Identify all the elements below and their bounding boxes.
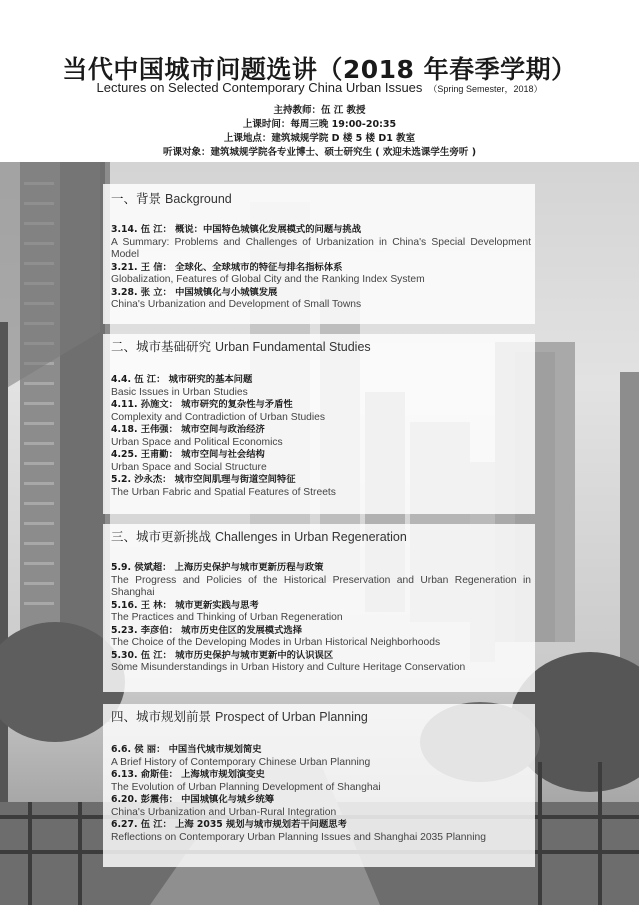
section-heading-en: Prospect of Urban Planning <box>215 710 368 724</box>
section-urban-planning <box>103 704 535 867</box>
lecture-title-cn: 5.2. 沙永杰： 城市空间肌理与街道空间特征 <box>111 474 296 485</box>
lecture-title-cn: 6.6. 侯 丽： 中国当代城市规划简史 <box>111 744 262 755</box>
lecture-title-en: The Evolution of Urban Planning Development of Shanghai <box>111 781 381 793</box>
lecture-item <box>111 600 531 625</box>
lecture-item <box>111 819 531 844</box>
lecture-item <box>111 262 531 287</box>
section-heading-cn: 三、城市更新挑战 <box>111 529 212 544</box>
lecture-title-en: Complexity and Contradiction of Urban Studies <box>111 411 326 423</box>
section-heading <box>103 704 535 726</box>
lecture-title-en: Urban Space and Social Structure <box>111 461 267 473</box>
lecture-item <box>111 769 531 794</box>
section-heading-en: Urban Fundamental Studies <box>215 340 371 354</box>
lecture-title-en: A Brief History of Contemporary Chinese Urban Planning <box>111 756 371 768</box>
lecture-title-cn: 5.16. 王 林： 城市更新实践与思考 <box>111 599 259 611</box>
lecture-title-en: Globalization, Features of Global City and the Ranking Index System <box>111 274 425 285</box>
lecture-title-en: China's Urbanization and Development of Small Towns <box>111 299 362 310</box>
section-heading-cn: 一、背景 <box>111 191 162 206</box>
section-heading-cn: 四、城市规划前景 <box>111 709 212 724</box>
lecture-item <box>111 650 531 675</box>
lecture-title-en: Some Misunderstandings in Urban History and Culture Heritage Conservation <box>111 662 466 673</box>
section-urban-fundamental-studies <box>103 334 535 514</box>
lecture-item <box>111 424 531 449</box>
lecture-title-en: The Choice of the Developing Modes in Urban Historical Neighborhoods <box>111 637 441 648</box>
lecture-title-en: Urban Space and Political Economics <box>111 436 283 448</box>
lecture-title-cn: 3.28. 张 立： 中国城镇化与小城镇发展 <box>111 286 278 298</box>
lecture-title-cn: 4.18. 王伟强： 城市空间与政治经济 <box>111 424 265 435</box>
lecture-title-cn: 6.13. 俞斯佳： 上海城市规划演变史 <box>111 769 265 780</box>
lecture-title-cn: 3.14. 伍 江： 概说：中国特色城镇化发展模式的问题与挑战 <box>111 224 362 235</box>
time-line: 上课时间：每周三晚 19:00-20:35 <box>242 119 397 130</box>
lecture-title-cn: 4.25. 王甫勤： 城市空间与社会结构 <box>111 449 265 460</box>
lecture-title-cn: 5.30. 伍 江： 城市历史保护与城市更新中的认识误区 <box>111 649 334 661</box>
section-heading <box>103 184 535 208</box>
lecture-title-en: China's Urbanization and Urban-Rural Integration <box>111 806 337 818</box>
lecture-title-en: The Urban Fabric and Spatial Features of Streets <box>111 486 336 498</box>
lecture-title-cn: 3.21. 王 信： 全球化、全球城市的特征与排名指标体系 <box>111 261 343 273</box>
poster-title-en-semester: （Spring Semester，2018） <box>428 84 543 94</box>
instructor-line: 主持教师：伍 江 教授 <box>273 105 366 116</box>
lecture-item <box>111 474 531 499</box>
lecture-item <box>111 224 531 262</box>
section-heading <box>103 524 535 546</box>
lecture-title-cn: 4.11. 孙施文： 城市研究的复杂性与矛盾性 <box>111 399 293 410</box>
poster-title-cn: 当代中国城市问题选讲（2018 年春季学期） <box>62 55 577 84</box>
lecture-item <box>111 287 531 312</box>
lecture-title-en: The Practices and Thinking of Urban Regeneration <box>111 612 343 623</box>
lecture-item <box>111 794 531 819</box>
lecture-title-cn: 4.4. 伍 江： 城市研究的基本问题 <box>111 374 253 385</box>
course-info <box>0 104 639 160</box>
lecture-title-en: Basic Issues in Urban Studies <box>111 386 248 398</box>
poster-title-en-main: Lectures on Selected Contemporary China Urban Issues <box>96 80 423 95</box>
location-line: 上课地点：建筑城规学院 D 楼 5 楼 D1 教室 <box>223 133 416 144</box>
section-heading-en: Challenges in Urban Regeneration <box>215 530 407 544</box>
lecture-title-en: The Progress and Policies of the Historical Preservation and Urban Regeneration in Shanghai <box>111 574 531 598</box>
section-heading <box>103 334 535 356</box>
section-urban-regeneration <box>103 524 535 692</box>
audience-line: 听课对象：建筑城规学院各专业博士、硕士研究生 ( 欢迎未选课学生旁听 ) <box>162 147 477 158</box>
lecture-title-cn: 5.9. 侯斌超： 上海历史保护与城市更新历程与政策 <box>111 562 324 573</box>
poster-title-en <box>0 80 639 95</box>
lecture-title-en: Reflections on Contemporary Urban Planning Issues and Shanghai 2035 Planning <box>111 831 486 843</box>
lecture-item <box>111 374 531 399</box>
lecture-title-en: A Summary: Problems and Challenges of Urbanization in China's Special Development Model <box>111 236 531 260</box>
lecture-item <box>111 449 531 474</box>
lecture-item <box>111 399 531 424</box>
section-heading-cn: 二、城市基础研究 <box>111 339 212 354</box>
lecture-title-cn: 5.23. 李彦伯： 城市历史住区的发展模式选择 <box>111 624 302 636</box>
section-heading-en: Background <box>165 192 232 206</box>
lecture-title-cn: 6.27. 伍 江： 上海 2035 规划与城市规划若干问题思考 <box>111 819 347 830</box>
section-background <box>103 184 535 324</box>
lecture-title-cn: 6.20. 彭震伟： 中国城镇化与城乡统筹 <box>111 794 275 805</box>
lecture-item <box>111 625 531 650</box>
lecture-item <box>111 562 531 600</box>
lecture-item <box>111 744 531 769</box>
